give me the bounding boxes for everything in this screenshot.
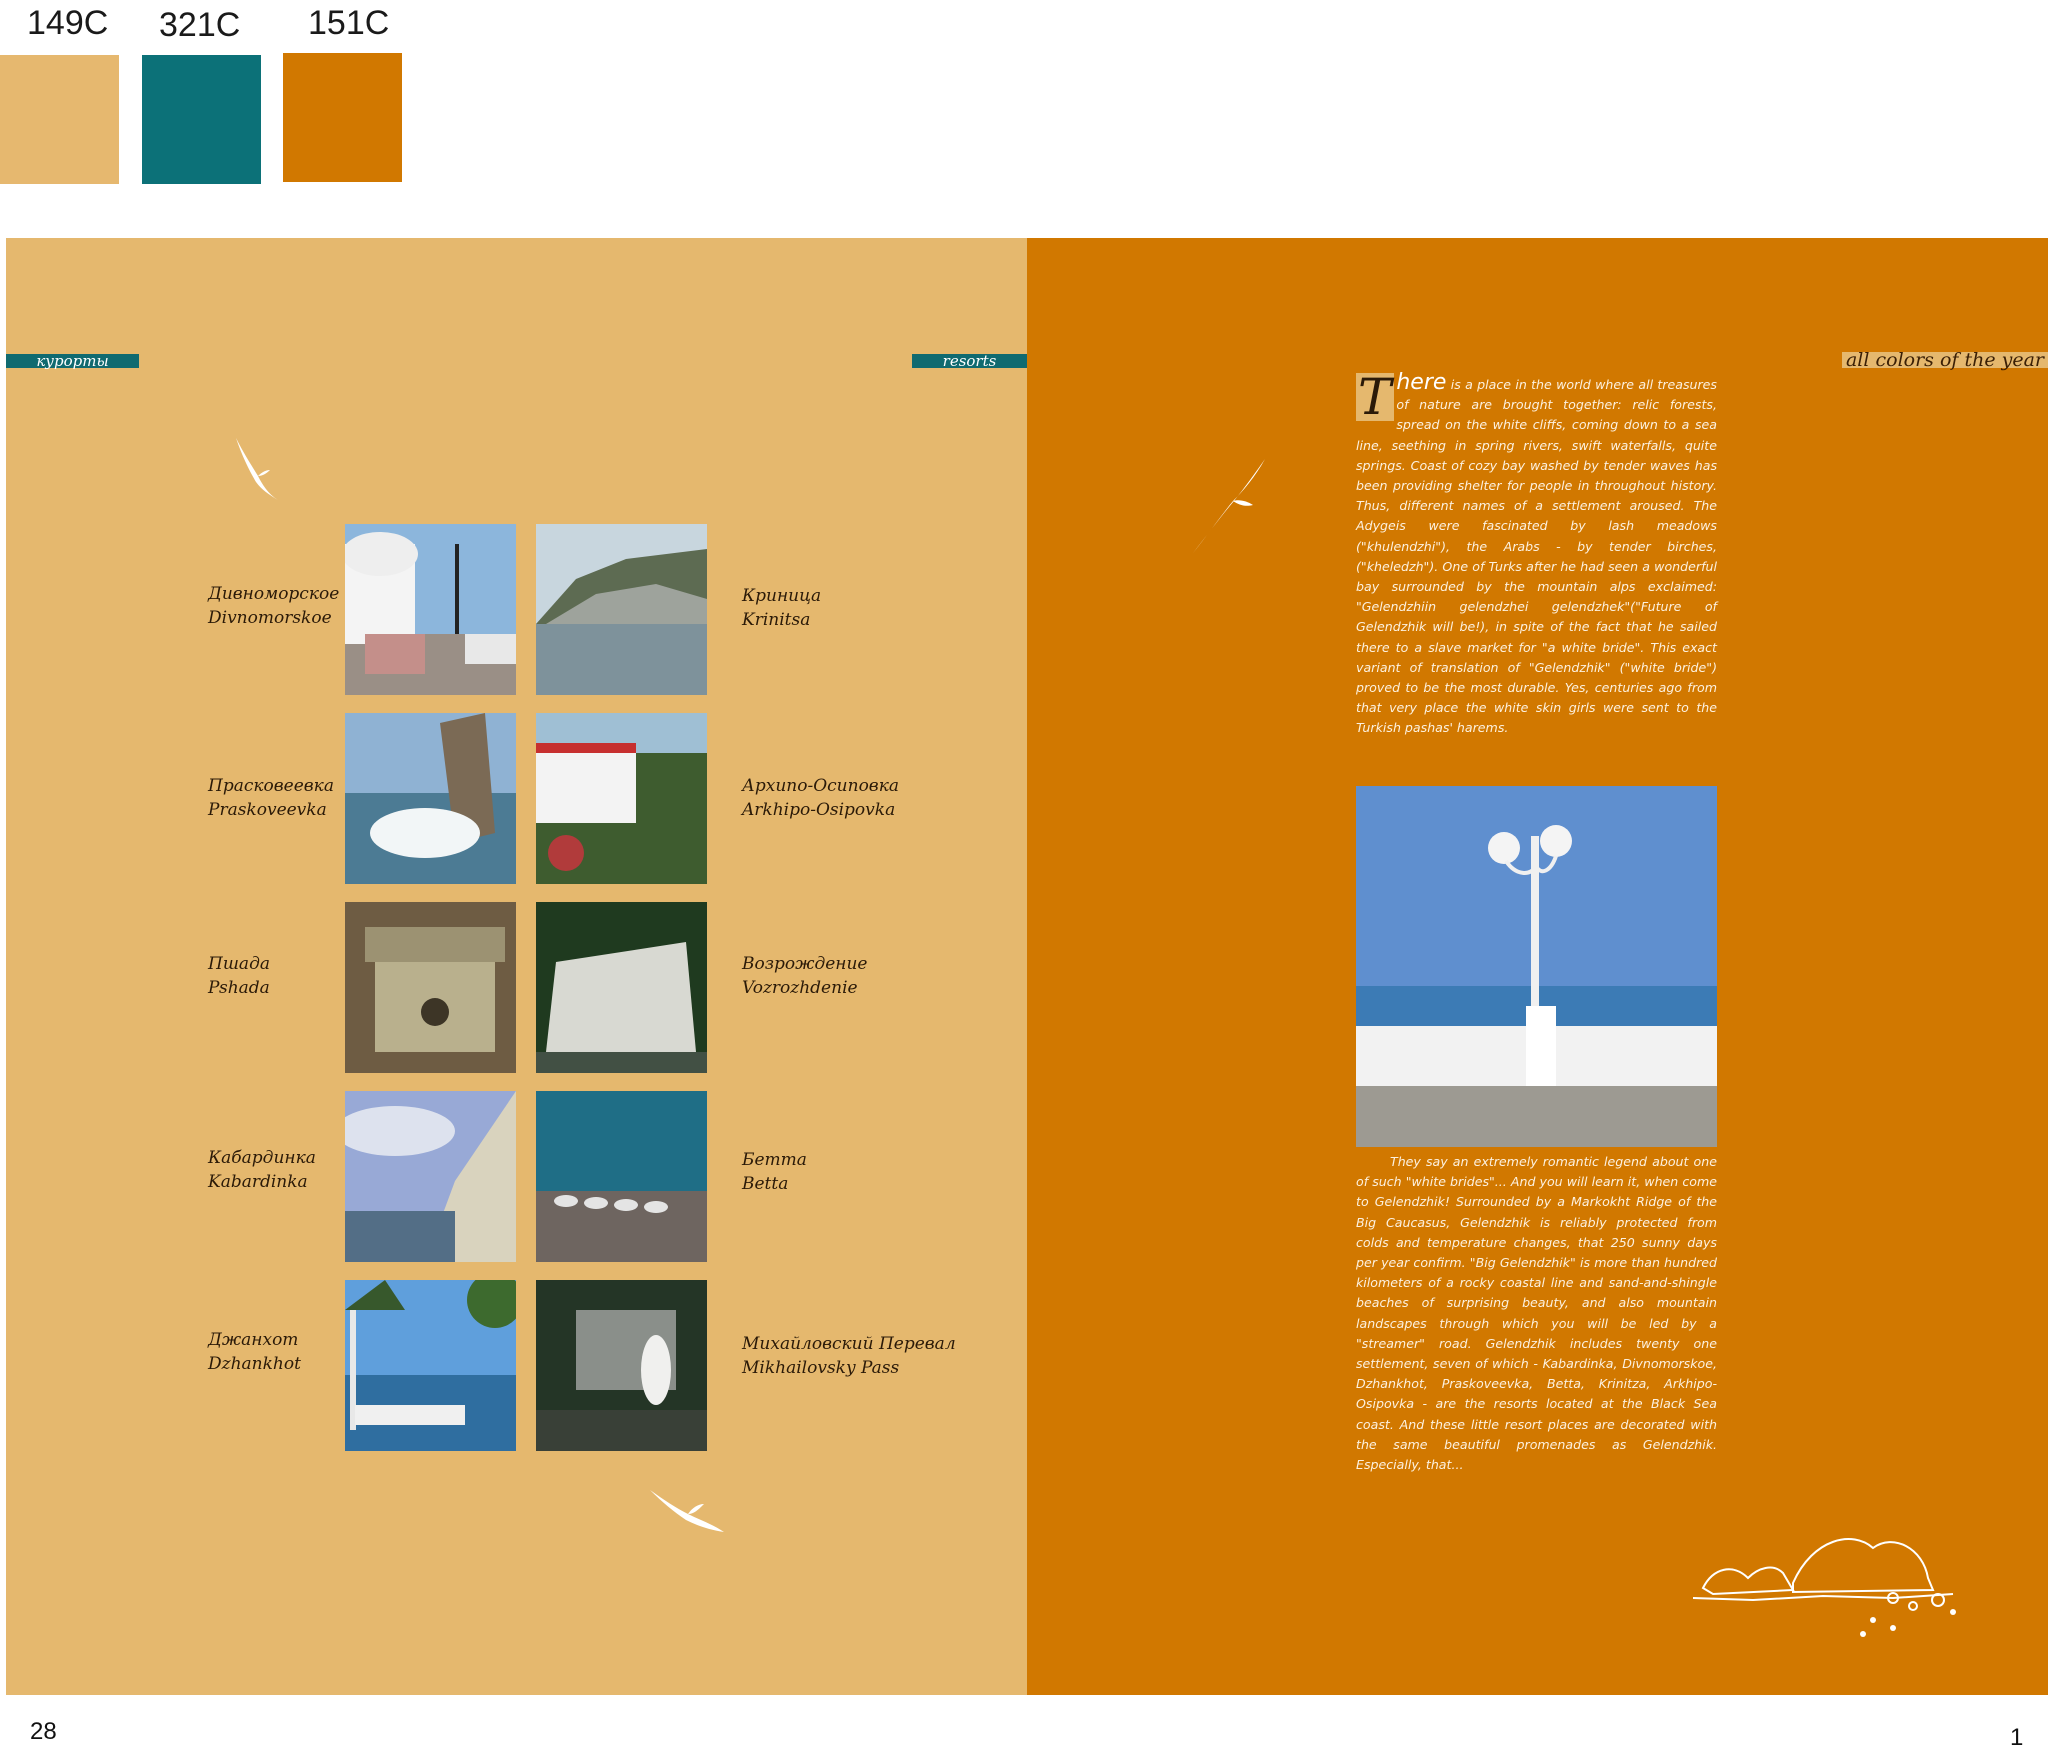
swatch-321c <box>142 55 261 184</box>
brochure-spread <box>6 238 2048 1695</box>
resort-label-kabardinka <box>208 1146 316 1194</box>
second-paragraph <box>1356 1152 1717 1475</box>
seagull-icon <box>648 1486 726 1536</box>
resort-label-dzhankhot <box>208 1328 301 1376</box>
mermaid-statue-photo <box>536 1280 707 1451</box>
seagull-icon <box>232 436 282 504</box>
cliff-coast-photo <box>536 524 707 695</box>
swatch-151c <box>283 53 402 182</box>
resort-name-ru: Криница <box>742 586 822 606</box>
left-page <box>6 238 1027 1695</box>
white-house-garden-photo <box>536 713 707 884</box>
resort-name-en: Dzhankhot <box>208 1354 301 1374</box>
resort-label-divnomorskoe <box>208 582 339 630</box>
resort-name-en: Divnomorskoe <box>208 608 332 628</box>
resort-label-krinitsa <box>742 584 821 632</box>
resort-name-ru: Возрождение <box>742 954 868 974</box>
dolmen-photo <box>345 902 516 1073</box>
swatch-149c <box>0 55 119 184</box>
beach-umbrellas-photo <box>536 1091 707 1262</box>
seagull-icon <box>1189 457 1269 557</box>
rocks-illustration-icon <box>1693 1528 1969 1638</box>
resort-name-ru: Пшада <box>208 954 270 974</box>
gazebo-sea-photo <box>345 1280 516 1451</box>
section-tab-resorts: resorts <box>912 354 1027 368</box>
rotunda-promenade-photo <box>345 524 516 695</box>
resort-name-en: Pshada <box>208 978 270 998</box>
intro-paragraph <box>1356 368 1717 739</box>
page-number-right: 1 <box>2010 1724 2024 1751</box>
resort-name-en: Arkhipo-Osipovka <box>742 800 896 820</box>
sail-rock-photo <box>345 713 516 884</box>
resort-name-ru: Кабардинка <box>208 1148 316 1168</box>
section-tab-kurorty: курорты <box>6 354 139 368</box>
paragraph-1: is a place in the world where all treasures of nature are brought together: relic forests, spread on the white cliffs, coming down to a sea line, seething in spring rivers, swift waterfalls, quite springs. Coast of cozy bay washed by tender waves has been providing shelter for people in throughout history. Thus, different names of a settlement aroused. The Adygeis were fascinated by lash meadows ("khulendzhi"), the Arabs - by tender birches, ("kheledzh"). One of Turks after he had seen a wonderful bay surrounded by the mountain alps exclaimed: "Gelendzhiin gelendzhei gelendzhek"("Future of Gelendzhik will be!), in spite of the fact that he sailed there to a slave market for "a white bride". This exact variant of translation of "Gelendzhik" ("white bride") proved to be the most durable. Yes, centuries ago from that very place the white skin girls were sent to the Turkish pashas' harems. <box>1356 377 1717 736</box>
page-number-left: 28 <box>30 1718 57 1745</box>
swatch-label-321c: 321C <box>159 6 241 44</box>
swatch-label-151c: 151C <box>308 4 390 42</box>
resort-label-arkhipo-osipovka <box>742 774 899 822</box>
resort-name-en: Betta <box>742 1174 789 1194</box>
resort-label-vozrozhdenie <box>742 952 867 1000</box>
paragraph-2: They say an extremely romantic legend about one of such "white brides"... And you will learn it, when come to Gelendzhik! Surrounded by a Markokht Ridge of the Big Caucasus, Gelendzhik is reliably protected from colds and temperature changes, that 250 sunny days per year confirm. "Big Gelendzhik" is more than hundred kilometers of a rocky coastal line and sand-and-shingle beaches of surprising beauty, and also mountain landscapes through which you will be led by a "streamer" road. Gelendzhik includes twenty one settlement, seven of which - Kabardinka, Divnomorskoe, Dzhankhot, Praskoveevka, Betta, Krinitza, Arkhipo-Osipovka - are the resorts located at the Black Sea coast. And these little resort places are decorated with the same beautiful promenades as Gelendzhik. Especially, that... <box>1356 1154 1717 1473</box>
resort-label-mikhailovsky-pass <box>742 1332 956 1380</box>
right-page <box>1027 238 2048 1695</box>
white-cliff-photo <box>345 1091 516 1262</box>
section-tab-all-colors: all colors of the year <box>1842 352 2048 368</box>
resort-name-en: Vozrozhdenie <box>742 978 858 998</box>
resort-name-ru: Архипо-Осиповка <box>742 776 899 796</box>
resort-label-pshada <box>208 952 270 1000</box>
resort-name-ru: Бетта <box>742 1150 807 1170</box>
lead-word: here <box>1396 370 1447 395</box>
swatch-label-149c: 149C <box>27 4 109 42</box>
resort-name-en: Mikhailovsky Pass <box>742 1358 900 1378</box>
resort-name-en: Krinitsa <box>742 610 811 630</box>
resort-name-en: Praskoveevka <box>208 800 327 820</box>
resort-name-ru: Джанхот <box>208 1330 299 1350</box>
resort-label-praskoveevka <box>208 774 334 822</box>
promenade-lamp-photo <box>1356 786 1717 1147</box>
resort-name-ru: Дивноморское <box>208 584 340 604</box>
waterfall-photo <box>536 902 707 1073</box>
resort-name-en: Kabardinka <box>208 1172 308 1192</box>
dropcap: T <box>1356 373 1394 421</box>
resort-name-ru: Михайловский Перевал <box>742 1334 956 1354</box>
resort-label-betta <box>742 1148 807 1196</box>
resort-name-ru: Прасковеевка <box>208 776 334 796</box>
